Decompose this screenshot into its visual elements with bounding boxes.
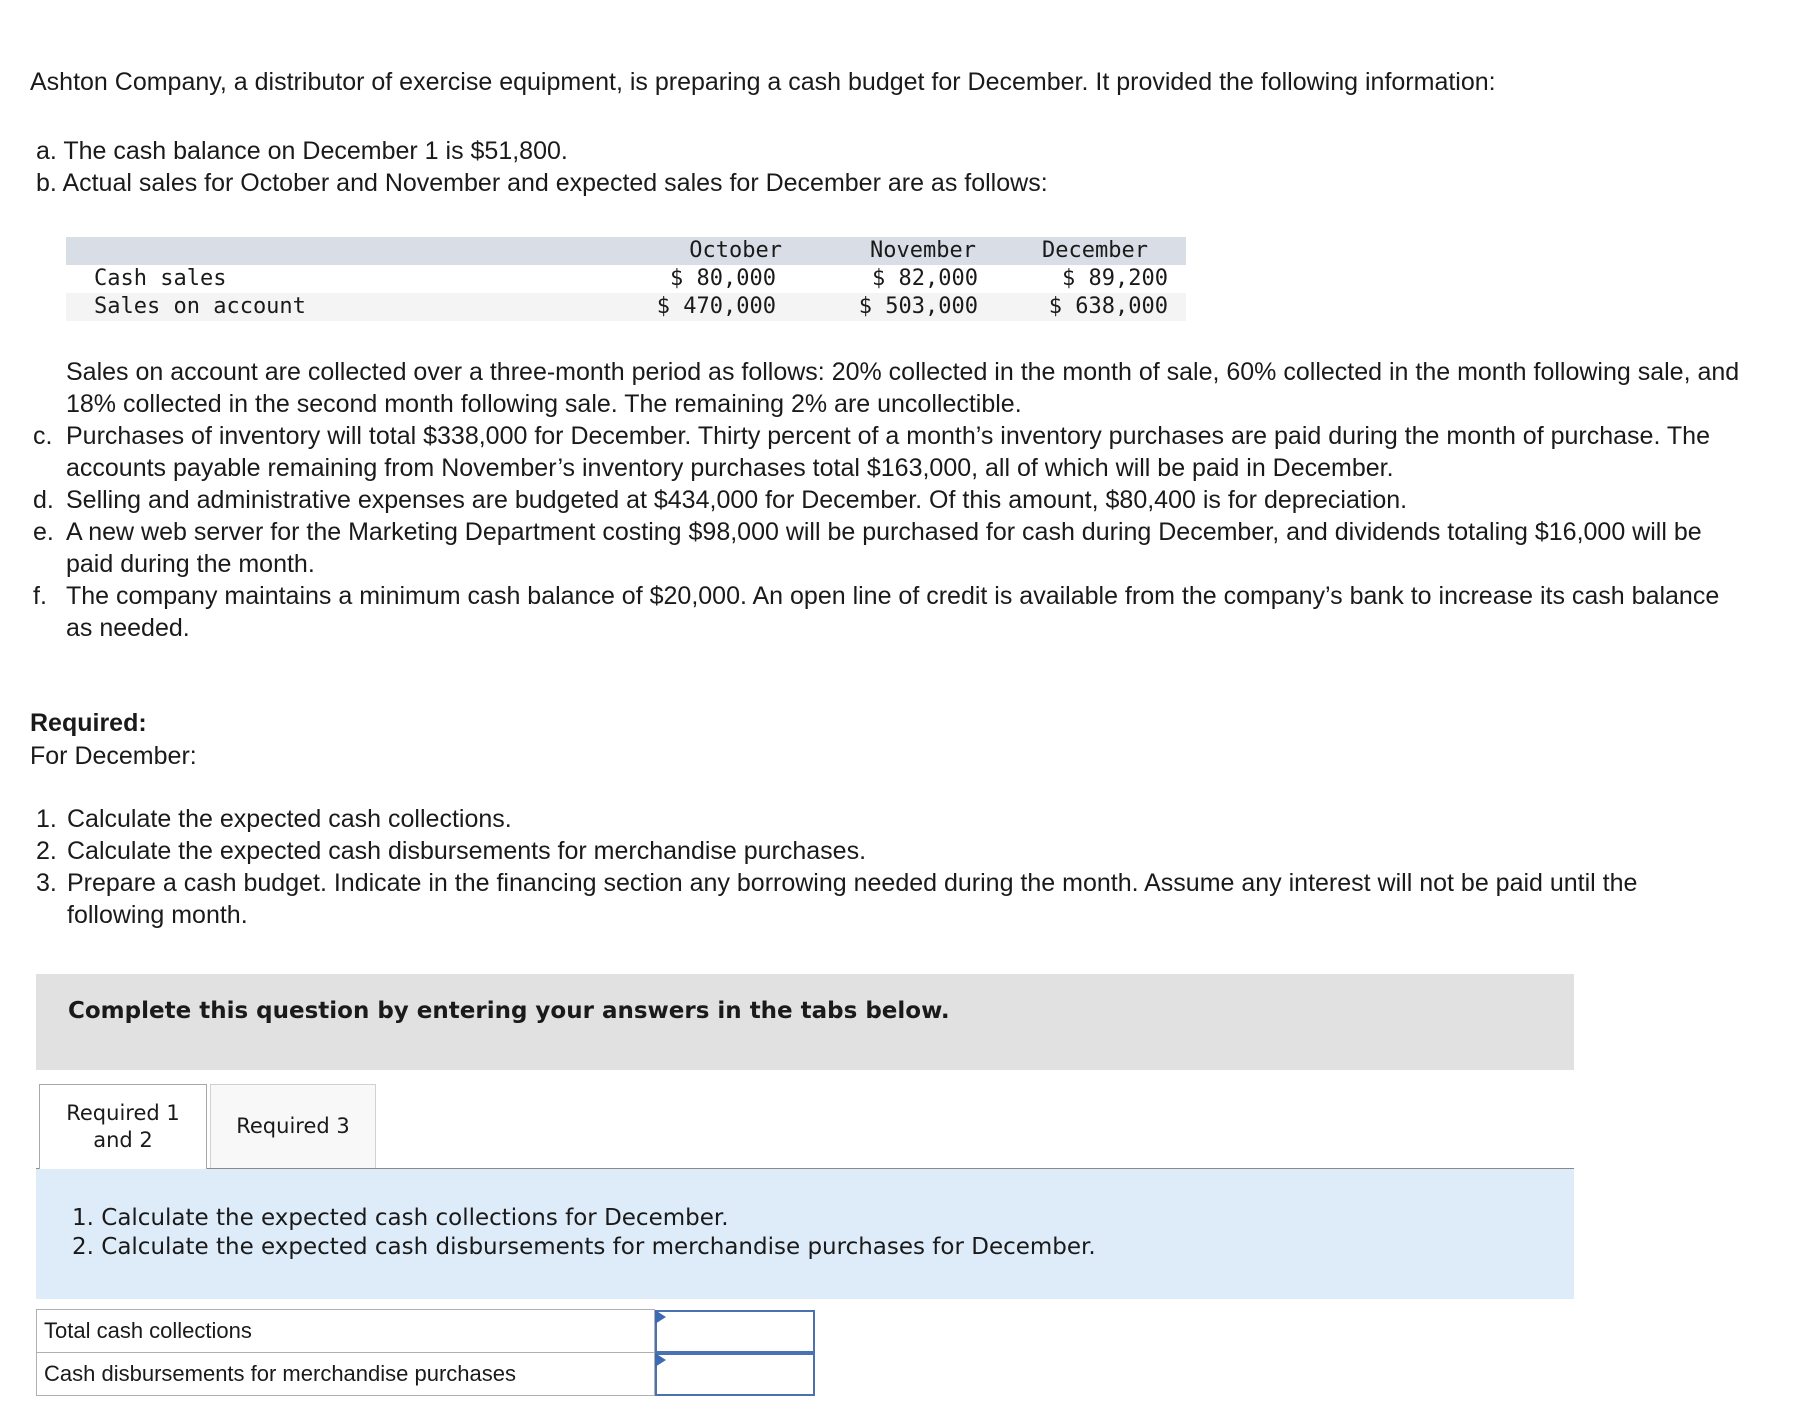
header-october: October [616, 237, 806, 265]
item-label: 1. [36, 805, 57, 833]
info-item-b [36, 167, 1048, 199]
table-row [66, 293, 1186, 321]
sales-table [66, 237, 1186, 321]
tab-label [66, 1100, 180, 1154]
item-label: c. [33, 422, 53, 450]
cell-value: $ 638,000 [996, 293, 1186, 321]
item-label: 2. [36, 837, 57, 865]
info-item-d [30, 484, 1750, 516]
collection-note [30, 356, 1750, 420]
answer-cell [655, 1310, 816, 1353]
sales-table-header [66, 237, 1186, 265]
cell-value: $ 89,200 [996, 265, 1186, 293]
required-item-2 [36, 835, 1736, 867]
answer-label-total-cash-collections: Total cash collections [37, 1310, 655, 1353]
tab-label-line1: Required 3 [236, 1114, 350, 1138]
item-text: Prepare a cash budget. Indicate in the financing section any borrowing needed during the month. Assume any interest will not be paid until the following month. [67, 869, 1638, 929]
cell-value: $ 503,000 [806, 293, 996, 321]
required-subtitle: For December: [30, 742, 197, 770]
answer-table [36, 1309, 816, 1396]
instructions-panel [36, 1169, 1574, 1299]
answer-cell [655, 1353, 816, 1396]
cell-value: $ 470,000 [616, 293, 806, 321]
answer-label-cash-disbursements: Cash disbursements for merchandise purchases [37, 1353, 655, 1396]
required-list [36, 803, 1736, 931]
row-label: Sales on account [66, 293, 616, 321]
item-label: b. [36, 169, 57, 197]
table-row [37, 1353, 816, 1396]
info-item-e [30, 516, 1750, 580]
item-text: The cash balance on December 1 is $51,800. [63, 137, 568, 165]
item-text: A new web server for the Marketing Department costing $98,000 will be purchased for cash during December, and dividends totaling $16,000 will be paid during the month. [66, 518, 1702, 578]
input-flag-icon [655, 1310, 666, 1324]
info-item-c [30, 420, 1750, 484]
info-item-a [36, 135, 1048, 167]
required-item-3 [36, 867, 1736, 931]
item-label: 3. [36, 869, 57, 897]
tab-label-line1: Required 1 [66, 1101, 180, 1125]
info-item-f [30, 580, 1750, 644]
tab-required-3[interactable] [210, 1084, 376, 1168]
total-cash-collections-input[interactable] [655, 1310, 815, 1353]
table-row [66, 265, 1186, 293]
input-flag-icon [655, 1353, 666, 1367]
row-label: Cash sales [66, 265, 616, 293]
item-text: Selling and administrative expenses are budgeted at $434,000 for December. Of this amount, $80,400 is for depreciation. [66, 486, 1408, 514]
cell-value: $ 80,000 [616, 265, 806, 293]
header-december: December [996, 237, 1186, 265]
cash-disbursements-input[interactable] [655, 1353, 815, 1396]
info-list-ab [36, 135, 1048, 199]
cell-value: $ 82,000 [806, 265, 996, 293]
item-label: d. [33, 486, 54, 514]
item-text: The company maintains a minimum cash balance of $20,000. An open line of credit is available from the company’s bank to increase its cash balance as needed. [66, 582, 1720, 642]
table-row [37, 1310, 816, 1353]
item-label: a. [36, 137, 57, 165]
complete-banner: Complete this question by entering your answers in the tabs below. [36, 974, 1574, 1070]
header-blank [66, 237, 616, 265]
required-section [30, 707, 197, 773]
instruction-2: 2. Calculate the expected cash disbursements for merchandise purchases for December. [72, 1234, 1096, 1260]
collection-note-text: Sales on account are collected over a three-month period as follows: 20% collected in the month of sale, 60% collected in the month following sale, and 18% collected in the second month following sale. The remaining 2% are uncollectible. [66, 358, 1740, 418]
item-text: Calculate the expected cash disbursements for merchandise purchases. [67, 837, 867, 865]
item-label: e. [33, 518, 54, 546]
info-list-cf [30, 356, 1750, 644]
tab-label-line2: and 2 [93, 1128, 153, 1152]
tab-required-1-and-2[interactable] [39, 1084, 207, 1169]
required-item-1 [36, 803, 1736, 835]
problem-intro: Ashton Company, a distributor of exercise equipment, is preparing a cash budget for December. It provided the following information: [30, 68, 1496, 96]
header-november: November [806, 237, 996, 265]
item-label: f. [33, 582, 47, 610]
tab-bar [36, 1084, 1574, 1169]
item-text: Purchases of inventory will total $338,000 for December. Thirty percent of a month’s inventory purchases are paid during the month of purchase. The accounts payable remaining from November’s inventory purchases total $163,000, all of which will be paid in December. [66, 422, 1710, 482]
item-text: Calculate the expected cash collections. [67, 805, 512, 833]
item-text: Actual sales for October and November and expected sales for December are as follows: [62, 169, 1048, 197]
required-title: Required: [30, 709, 147, 737]
instruction-1: 1. Calculate the expected cash collections for December. [72, 1205, 729, 1231]
